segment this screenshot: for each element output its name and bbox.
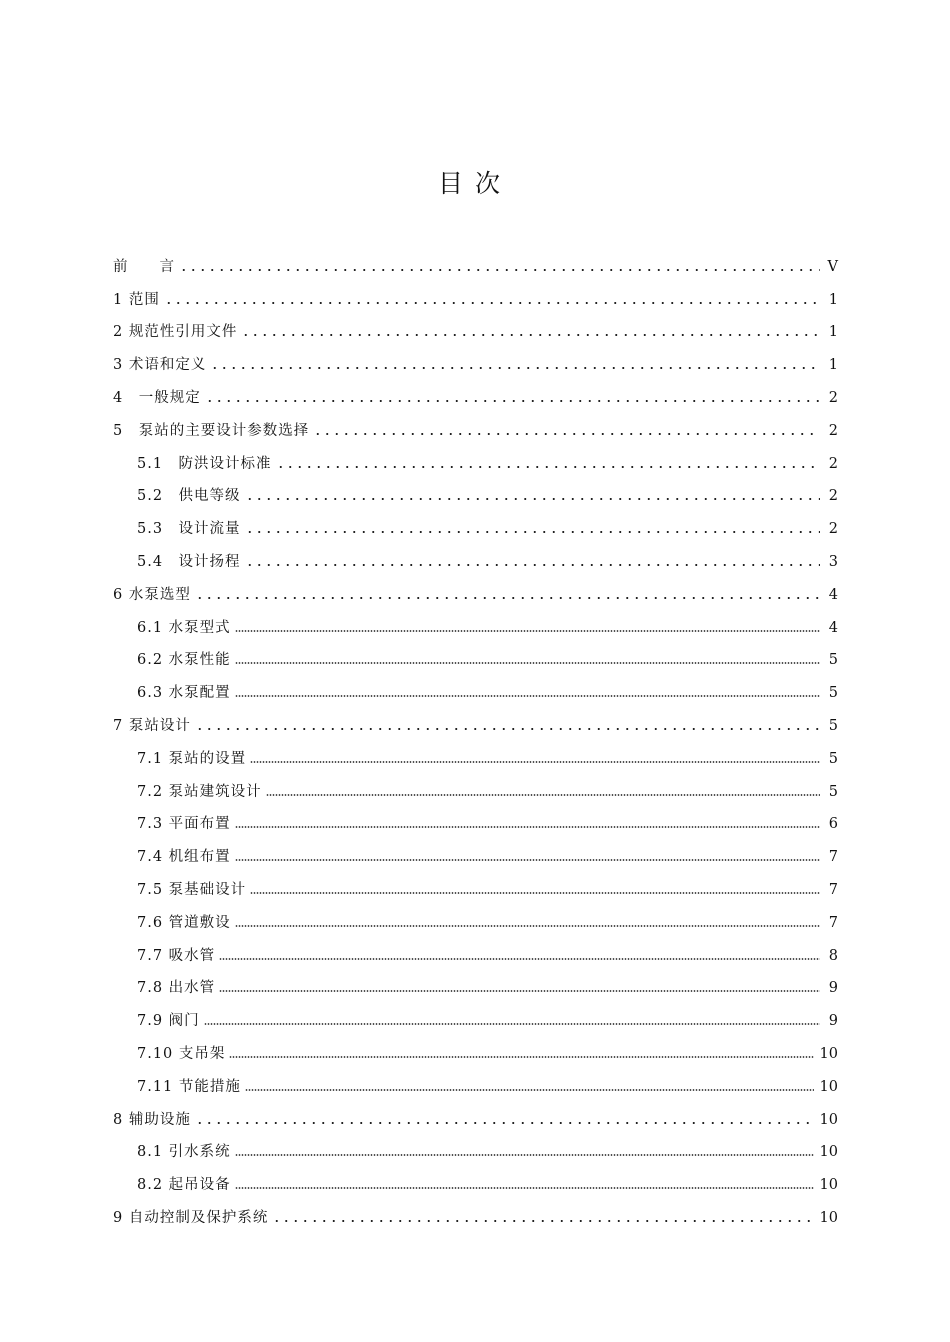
toc-entry-page: 5	[828, 750, 838, 767]
dot-leader	[204, 1022, 820, 1026]
dot-leader	[195, 1121, 814, 1125]
toc-entry-page: 5	[828, 717, 838, 734]
dot-leader	[195, 727, 820, 731]
toc-entry-label: 5.1 防洪设计标准	[137, 455, 272, 472]
dot-leader	[235, 924, 820, 928]
toc-entry-page: 10	[819, 1209, 838, 1226]
dot-leader	[272, 1219, 813, 1223]
toc-entry[interactable]	[113, 408, 838, 441]
toc-entry[interactable]	[113, 1162, 838, 1195]
dot-leader	[245, 1088, 814, 1092]
toc-entry[interactable]	[113, 703, 838, 736]
table-of-contents	[113, 244, 838, 1228]
dot-leader	[235, 661, 820, 665]
toc-entry-label: 5.4 设计扬程	[137, 553, 241, 570]
toc-entry[interactable]	[113, 441, 838, 474]
toc-entry[interactable]	[113, 506, 838, 539]
toc-entry-page: 2	[828, 488, 838, 505]
toc-entry-page: 10	[819, 1045, 838, 1062]
toc-entry[interactable]	[113, 736, 838, 769]
dot-leader	[250, 760, 820, 764]
dot-leader	[205, 399, 820, 403]
toc-entry-label: 8 辅助设施	[113, 1111, 191, 1128]
toc-entry[interactable]	[113, 900, 838, 933]
toc-entry-label: 4 一般规定	[113, 389, 201, 406]
toc-entry-page: 2	[828, 389, 838, 406]
toc-entry-label: 7.3 平面布置	[137, 816, 231, 833]
dot-leader	[245, 530, 820, 534]
toc-entry-page: 2	[828, 521, 838, 538]
toc-entry-page: 8	[828, 947, 838, 964]
dot-leader	[241, 333, 820, 337]
toc-entry-page: 5	[828, 783, 838, 800]
toc-entry-label: 6.3 水泵配置	[137, 685, 231, 702]
toc-entry-label: 7.5 泵基础设计	[137, 881, 247, 898]
toc-entry[interactable]	[113, 966, 838, 999]
dot-leader	[235, 694, 820, 698]
toc-entry-label: 7 泵站设计	[113, 717, 191, 734]
toc-entry-label: 7.10 支吊架	[137, 1045, 226, 1062]
toc-entry[interactable]	[113, 277, 838, 310]
dot-leader	[235, 1153, 814, 1157]
dot-leader	[164, 301, 820, 305]
toc-entry-label: 3 术语和定义	[113, 357, 207, 374]
toc-entry-page: 2	[828, 455, 838, 472]
toc-entry[interactable]	[113, 310, 838, 343]
toc-entry[interactable]	[113, 998, 838, 1031]
toc-entry-label: 8.1 引水系统	[137, 1144, 231, 1161]
toc-entry[interactable]	[113, 670, 838, 703]
toc-entry-label: 5 泵站的主要设计参数选择	[113, 422, 310, 439]
toc-entry-page: 5	[828, 685, 838, 702]
toc-entry[interactable]	[113, 474, 838, 507]
toc-entry[interactable]	[113, 1195, 838, 1228]
toc-entry-label: 1 范围	[113, 291, 160, 308]
toc-entry-label: 7.1 泵站的设置	[137, 750, 247, 767]
toc-entry-page: 4	[828, 619, 838, 636]
toc-entry[interactable]	[113, 1064, 838, 1097]
toc-entry-page: 7	[828, 914, 838, 931]
dot-leader	[235, 1186, 814, 1190]
dot-leader	[276, 465, 820, 469]
dot-leader	[179, 268, 820, 272]
toc-entry-page: 10	[819, 1078, 838, 1095]
toc-entry-page: 10	[819, 1144, 838, 1161]
toc-entry[interactable]	[113, 933, 838, 966]
toc-entry-label: 7.8 出水管	[137, 980, 216, 997]
toc-entry-label: 6 水泵选型	[113, 586, 191, 603]
toc-entry-page: 7	[828, 881, 838, 898]
toc-entry-label: 7.6 管道敷设	[137, 914, 231, 931]
toc-entry-page: 4	[828, 586, 838, 603]
toc-entry-page: 2	[828, 422, 838, 439]
dot-leader	[235, 629, 820, 633]
toc-entry[interactable]	[113, 244, 838, 277]
toc-entry[interactable]	[113, 375, 838, 408]
toc-entry[interactable]	[113, 539, 838, 572]
toc-entry[interactable]	[113, 572, 838, 605]
dot-leader	[235, 858, 820, 862]
toc-entry-label: 7.9 阀门	[137, 1013, 200, 1030]
dot-leader	[245, 497, 820, 501]
toc-entry-page: 1	[828, 324, 838, 341]
toc-entry-page: 1	[828, 357, 838, 374]
toc-entry-label: 8.2 起吊设备	[137, 1177, 231, 1194]
toc-entry-page: 9	[828, 980, 838, 997]
toc-entry-page: V	[827, 258, 838, 275]
dot-leader	[235, 825, 820, 829]
dot-leader	[245, 563, 820, 567]
toc-entry-page: 6	[828, 816, 838, 833]
toc-entry-label: 7.4 机组布置	[137, 849, 231, 866]
toc-entry-label: 前 言	[113, 258, 175, 275]
toc-entry-label: 9 自动控制及保护系统	[113, 1209, 269, 1226]
toc-entry[interactable]	[113, 605, 838, 638]
toc-entry-page: 10	[819, 1177, 838, 1194]
dot-leader	[250, 891, 820, 895]
toc-entry-label: 5.3 设计流量	[137, 521, 241, 538]
toc-entry-label: 7.7 吸水管	[137, 947, 216, 964]
toc-entry-page: 9	[828, 1013, 838, 1030]
toc-entry-label: 2 规范性引用文件	[113, 324, 238, 341]
toc-entry-page: 10	[819, 1111, 838, 1128]
page-title: 目次	[437, 169, 512, 198]
toc-entry-page: 5	[828, 652, 838, 669]
toc-entry[interactable]	[113, 769, 838, 802]
toc-entry[interactable]	[113, 834, 838, 867]
dot-leader	[219, 989, 820, 993]
toc-entry-page: 1	[828, 291, 838, 308]
toc-entry[interactable]	[113, 1097, 838, 1130]
toc-entry-label: 6.2 水泵性能	[137, 652, 231, 669]
dot-leader	[210, 366, 820, 370]
dot-leader	[219, 957, 820, 961]
toc-entry[interactable]	[113, 342, 838, 375]
toc-entry-label: 7.11 节能措施	[137, 1078, 241, 1095]
dot-leader	[229, 1055, 813, 1059]
toc-entry[interactable]	[113, 638, 838, 671]
toc-entry[interactable]	[113, 1031, 838, 1064]
dot-leader	[266, 793, 820, 797]
toc-entry-page: 7	[828, 849, 838, 866]
dot-leader	[195, 596, 820, 600]
toc-entry-label: 5.2 供电等级	[137, 488, 241, 505]
toc-entry-label: 7.2 泵站建筑设计	[137, 783, 262, 800]
toc-entry[interactable]	[113, 802, 838, 835]
toc-entry[interactable]	[113, 1130, 838, 1163]
dot-leader	[313, 432, 820, 436]
toc-entry[interactable]	[113, 867, 838, 900]
toc-entry-label: 6.1 水泵型式	[137, 619, 231, 636]
toc-entry-page: 3	[828, 553, 838, 570]
